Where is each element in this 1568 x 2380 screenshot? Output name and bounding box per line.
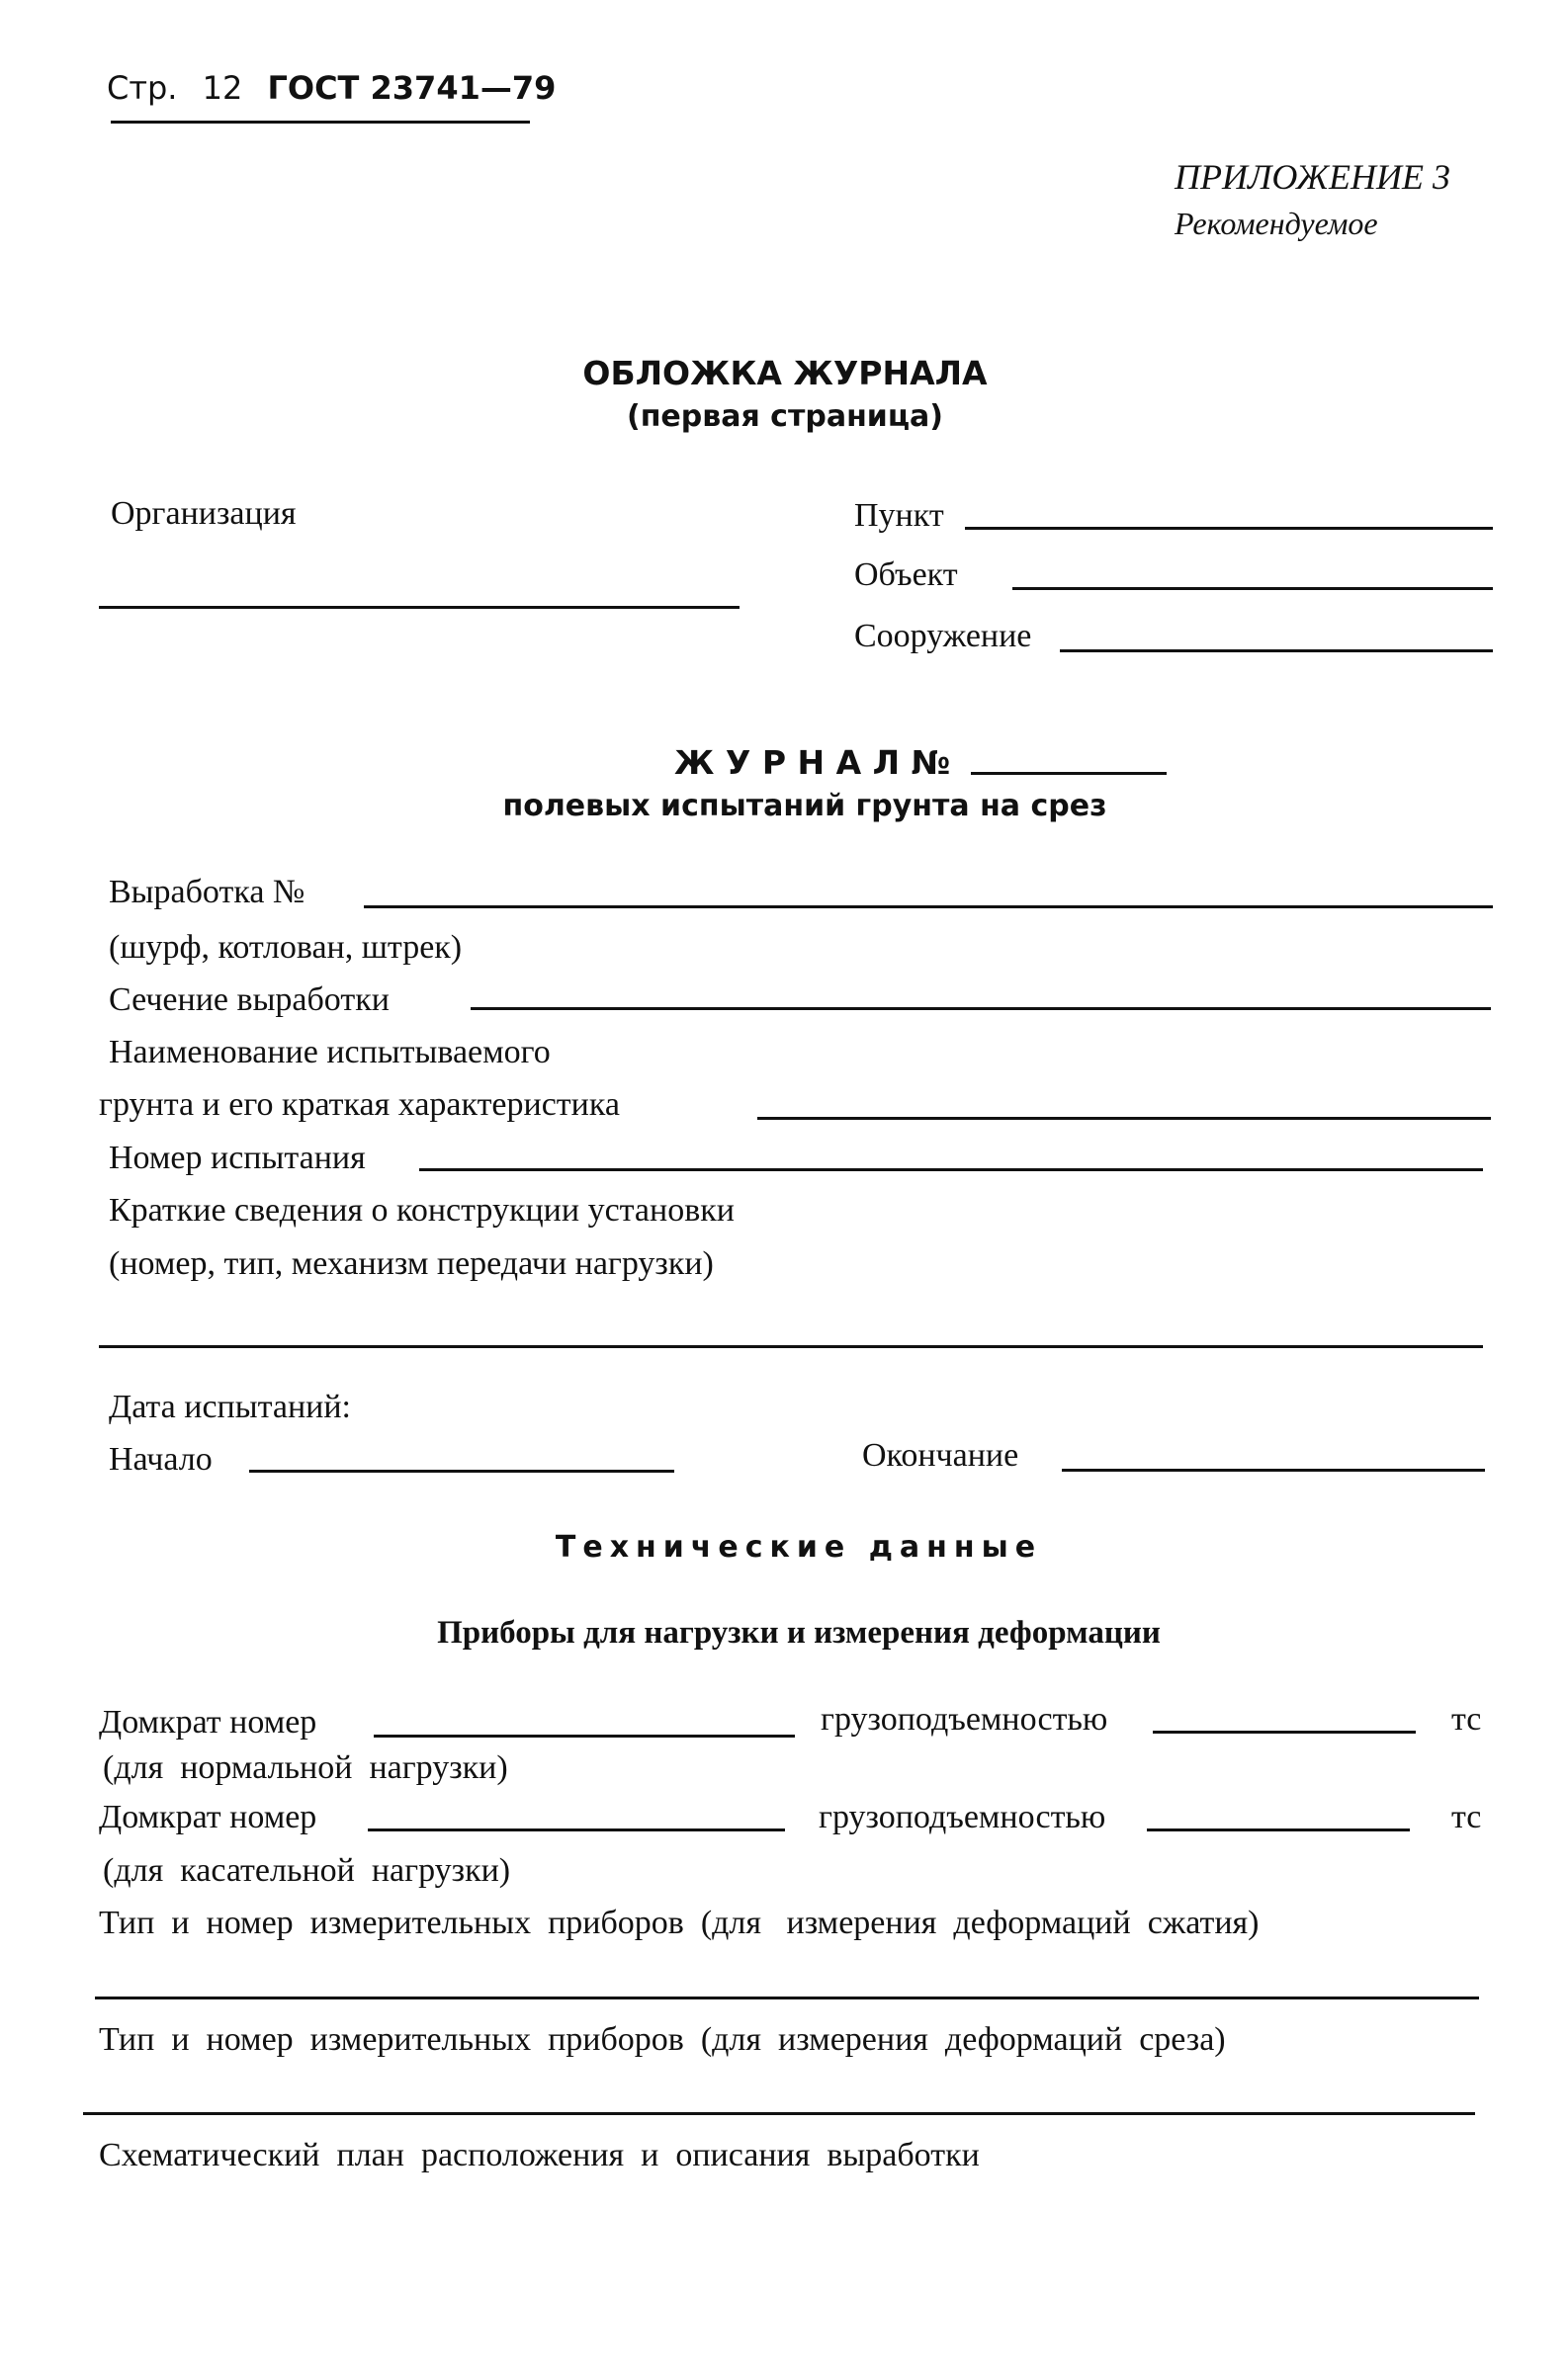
jack1-number-blank[interactable]	[374, 1735, 795, 1738]
jack2-hint: (для касательной нагрузки)	[103, 1852, 511, 1889]
end-blank[interactable]	[1062, 1469, 1485, 1472]
standard-code: ГОСТ 23741—79	[267, 69, 557, 107]
object-blank[interactable]	[1012, 587, 1493, 590]
end-label: Окончание	[862, 1437, 1019, 1474]
structure-label: Сооружение	[854, 618, 1032, 654]
structure-blank[interactable]	[1060, 649, 1493, 652]
setup-info-label: Краткие сведения о конструкции установки	[109, 1192, 735, 1229]
organization-blank[interactable]	[99, 606, 740, 609]
instruments-shear-blank[interactable]	[83, 2112, 1475, 2115]
instruments-shear-label: Тип и номер измерительных приборов (для измерения деформаций среза)	[99, 2021, 1226, 2058]
setup-hint: (номер, тип, механизм передачи нагрузки)	[109, 1245, 714, 1282]
page-header	[107, 69, 556, 107]
jack2-unit: тс	[1451, 1799, 1482, 1835]
appendix-status: Рекомендуемое	[1175, 206, 1378, 241]
section-label: Сечение выработки	[109, 981, 390, 1018]
journal-title: Ж У Р Н А Л №	[674, 743, 951, 782]
organization-label: Организация	[111, 495, 297, 532]
instruments-compression-label: Тип и номер измерительных приборов (для измерения деформаций сжатия)	[99, 1905, 1260, 1941]
excavation-label: Выработка №	[109, 874, 305, 910]
jack2-capacity-blank[interactable]	[1147, 1828, 1410, 1831]
jack1-label: Домкрат номер	[99, 1704, 317, 1741]
jack2-number-blank[interactable]	[368, 1828, 785, 1831]
jack1-hint: (для нормальной нагрузки)	[103, 1749, 508, 1786]
jack2-capacity-label: грузоподъемностью	[819, 1799, 1106, 1835]
appendix-title: ПРИЛОЖЕНИЕ 3	[1175, 157, 1450, 197]
jack1-capacity-blank[interactable]	[1153, 1731, 1416, 1734]
excavation-blank[interactable]	[364, 905, 1493, 908]
point-blank[interactable]	[965, 527, 1493, 530]
jack2-label: Домкрат номер	[99, 1799, 317, 1835]
object-label: Объект	[854, 556, 958, 593]
page-number: 12	[202, 69, 243, 107]
page-label: Стр.	[107, 69, 178, 107]
point-label: Пункт	[854, 497, 944, 534]
cover-subtitle: (первая страница)	[626, 399, 944, 434]
section-blank[interactable]	[471, 1007, 1491, 1010]
test-number-blank[interactable]	[419, 1168, 1483, 1171]
start-blank[interactable]	[249, 1470, 674, 1473]
test-number-label: Номер испытания	[109, 1140, 366, 1176]
jack1-capacity-label: грузоподъемностью	[821, 1701, 1108, 1738]
soil-name-label: Наименование испытываемого	[109, 1034, 551, 1070]
soil-char-blank[interactable]	[757, 1117, 1491, 1120]
cover-title: ОБЛОЖКА ЖУРНАЛА	[582, 354, 988, 392]
journal-number-blank[interactable]	[971, 772, 1167, 775]
dates-label: Дата испытаний:	[109, 1389, 351, 1425]
technical-subtitle: Приборы для нагрузки и измерения деформации	[437, 1615, 1161, 1651]
scheme-label: Схематический план расположения и описания выработки	[99, 2137, 980, 2173]
header-underline	[111, 121, 530, 124]
start-label: Начало	[109, 1441, 213, 1478]
jack1-unit: тс	[1451, 1701, 1482, 1738]
soil-char-label: грунта и его краткая характеристика	[99, 1086, 620, 1123]
journal-subtitle: полевых испытаний грунта на срез	[502, 789, 1107, 823]
instruments-compression-blank[interactable]	[95, 1997, 1479, 1999]
setup-blank[interactable]	[99, 1345, 1483, 1348]
excavation-hint: (шурф, котлован, штрек)	[109, 929, 463, 966]
technical-title: Технические данные	[555, 1530, 1043, 1565]
